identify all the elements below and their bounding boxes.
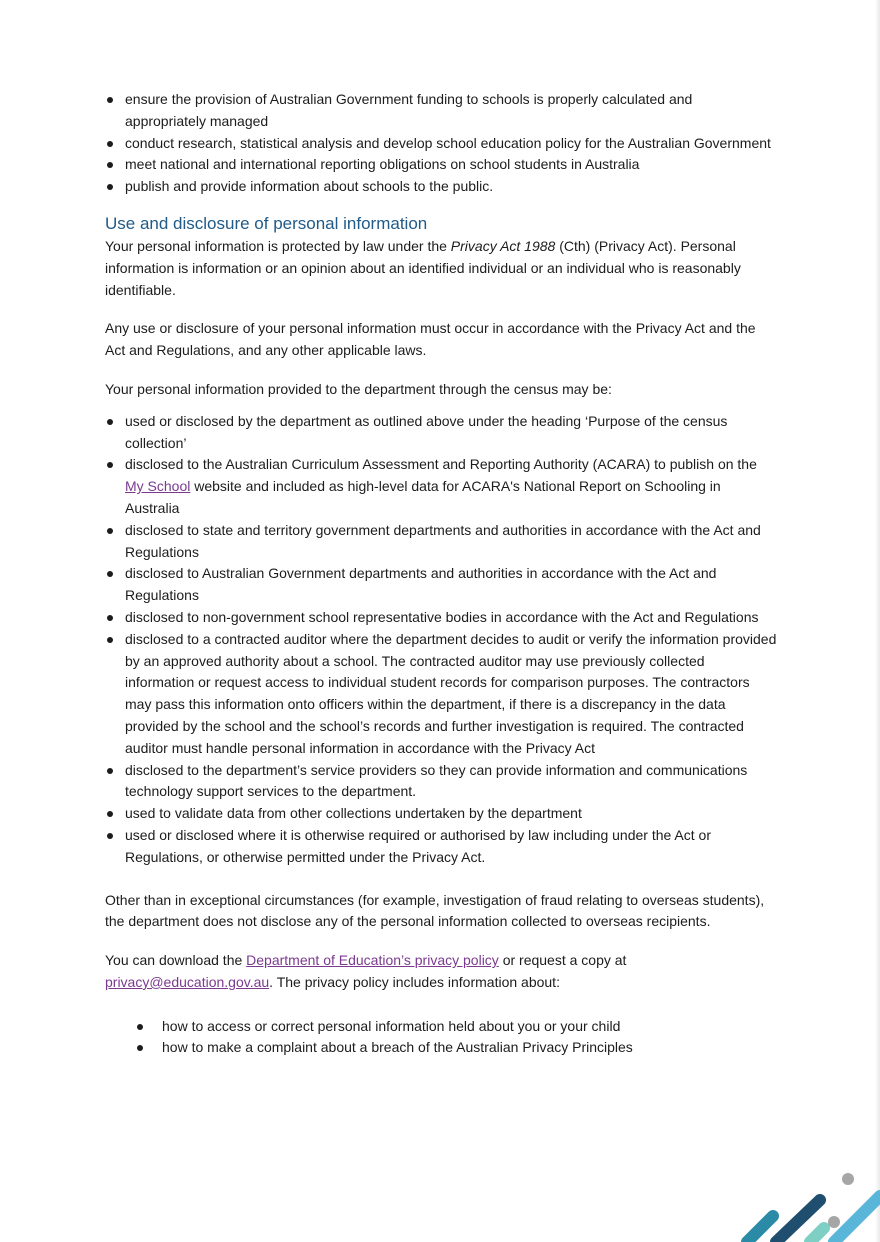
stripe-light-blue (834, 1196, 880, 1242)
list-item (105, 825, 777, 869)
list-item (105, 89, 777, 133)
list-item-text: publish and provide information about schools to the public. (125, 178, 494, 195)
download-text-post: . The privacy policy includes information about: (269, 973, 560, 990)
bullet-dot (107, 811, 113, 817)
list-item-text: disclosed to a contracted auditor where the department decides to audit or verify the information provided by an approved authority about a school. The contracted auditor may use previously collected information or request access to individual student records for comparison purposes. The contractors may pass this information onto officers within the department, if there is a discrepancy in the data provided by the school and the school’s records and further investigation is required. The contracted auditor must handle personal information in accordance with the Privacy Act (125, 630, 777, 756)
list-item-text: disclosed to non-government school representative bodies in accordance with the Act and Regulations (125, 608, 759, 625)
spacer (105, 362, 777, 379)
list-item-text-post: website and included as high-level data for ACARA's National Report on Schooling in Australia (125, 478, 721, 516)
list-item-text: used or disclosed where it is otherwise required or authorised by law including under the Act or Regulations, or otherwise permitted under the Privacy Act. (125, 826, 711, 865)
list-item (105, 411, 777, 455)
list-item (135, 1016, 777, 1038)
overseas-paragraph: Other than in exceptional circumstances (for example, investigation of fraud relating to overseas students), the department does not disclose any of the personal information collected to overseas recipients. (105, 891, 765, 930)
bullet-dot (107, 833, 113, 839)
spacer (105, 869, 777, 890)
list-item-text: meet national and international reporting obligations on school students in Australia (125, 156, 640, 173)
list-item-text: disclosed to the department’s service providers so they can provide information and communications technology support services to the department. (125, 761, 748, 800)
list-item-text: ensure the provision of Australian Government funding to schools is properly calculated and appropriately managed (125, 91, 693, 129)
bullet-dot (107, 528, 113, 534)
bullet-dot (107, 141, 113, 147)
bullet-dot (107, 184, 113, 190)
bullet-dot (107, 637, 113, 643)
list-item (105, 454, 777, 519)
decorative-stripes-graphic (740, 1170, 880, 1242)
use-paragraph: Any use or disclosure of your personal information must occur in accordance with the Privacy Act and the Act and Regulations, and any other applicable laws. (105, 320, 756, 359)
my-school-link[interactable]: My School (125, 478, 191, 495)
list-item (105, 133, 777, 155)
list-item (105, 176, 777, 198)
disclosure-bullet-list (105, 411, 777, 869)
list-item-text-pre: disclosed to the Australian Curriculum Assessment and Reporting Authority (ACARA) to publish on the (125, 456, 757, 473)
list-item (105, 629, 777, 760)
grey-dot-top (842, 1173, 854, 1185)
spacer (105, 994, 777, 1016)
privacy-email-link[interactable]: privacy@education.gov.au (105, 973, 270, 990)
download-text-pre: You can download the (105, 952, 247, 969)
list-item-text: disclosed to state and territory government departments and authorities in accordance with the Act and Regulations (125, 521, 761, 560)
list-item (105, 803, 777, 825)
list-item-text: conduct research, statistical analysis and develop school education policy for the Australian Government (125, 134, 771, 151)
bullet-dot (107, 768, 113, 774)
bullet-dot (107, 97, 113, 103)
list-item (105, 607, 777, 629)
list-item-text: disclosed to Australian Government departments and authorities in accordance with the Act and Regulations (125, 565, 717, 604)
stripe-teal-left (747, 1216, 773, 1242)
list-item (105, 520, 777, 564)
intro-text-pre: Your personal information is protected by law under the (105, 237, 451, 254)
bullet-dot (137, 1045, 143, 1051)
bullet-dot (107, 462, 113, 468)
spacer (105, 401, 777, 411)
list-item (105, 154, 777, 176)
bullet-dot (107, 571, 113, 577)
bullet-dot (107, 162, 113, 168)
page-edge-shadow (875, 0, 880, 1242)
intro-text-post: (Cth) (Privacy Act). Personal information is information or an opinion about an identified individual or an individual who is reasonably identifiable. (105, 237, 741, 298)
download-paragraph (105, 950, 777, 994)
list-item-text: how to make a complaint about a breach of the Australian Privacy Principles (162, 1039, 633, 1056)
bullet-dot (107, 419, 113, 425)
may-be-paragraph: Your personal information provided to the department through the census may be: (105, 380, 612, 397)
list-item (105, 563, 777, 607)
purpose-bullet-list (105, 89, 777, 198)
list-item-text: how to access or correct personal information held about you or your child (162, 1017, 621, 1034)
spacer (105, 301, 777, 318)
intro-paragraph (105, 236, 777, 301)
section-heading: Use and disclosure of personal information (105, 213, 428, 233)
list-item (105, 760, 777, 804)
bullet-dot (107, 615, 113, 621)
grey-dot-bottom (828, 1216, 840, 1228)
bullet-dot (137, 1024, 143, 1030)
spacer (105, 933, 777, 950)
privacy-act-title: Privacy Act 1988 (450, 237, 556, 254)
document-body (105, 89, 777, 1059)
download-text-mid: or request a copy at (498, 952, 627, 969)
privacy-policy-link[interactable]: Department of Education’s privacy policy (246, 952, 499, 969)
list-item-text: used to validate data from other collections undertaken by the department (125, 805, 582, 822)
policy-bullet-list (105, 1016, 777, 1060)
stripe-mint (810, 1228, 824, 1242)
list-item (135, 1037, 777, 1059)
list-item-text: used or disclosed by the department as outlined above under the heading ‘Purpose of the census collection’ (125, 412, 728, 451)
